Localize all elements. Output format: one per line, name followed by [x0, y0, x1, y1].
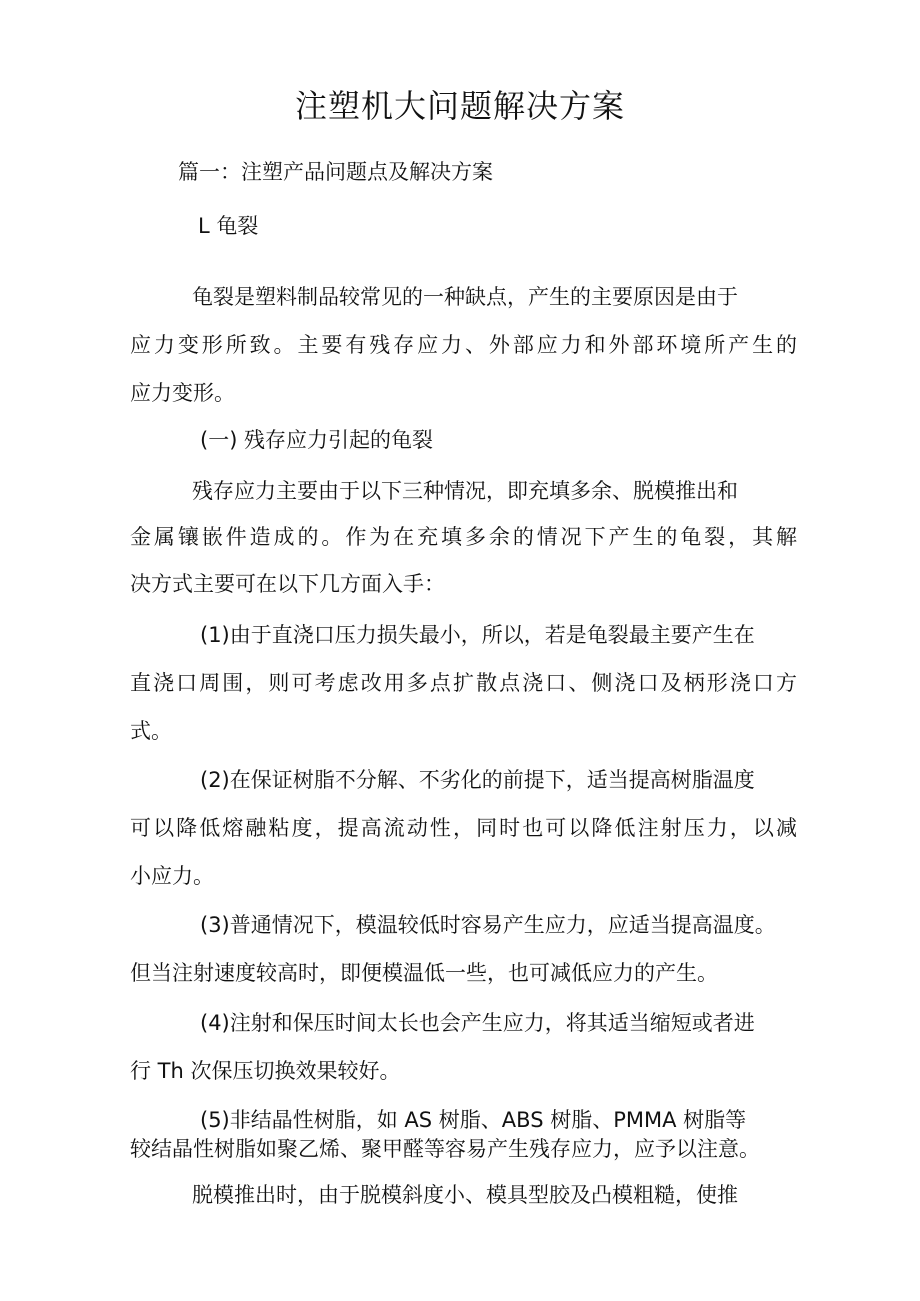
list-item-line: (5)非结晶性树脂，如 AS 树脂、ABS 树脂、PMMA 树脂等 — [200, 1108, 747, 1132]
paragraph-line: 金属镶嵌件造成的。作为在充填多余的情况下产生的龟裂，其解 — [130, 525, 797, 549]
list-item-line: (4)注射和保压时间太长也会产生应力，将其适当缩短或者进 — [200, 1011, 755, 1035]
item-heading: L 龟裂 — [198, 214, 259, 238]
list-item-line: 小应力。 — [130, 864, 214, 888]
section-heading: 篇一：注塑产品问题点及解决方案 — [178, 160, 493, 184]
paragraph-line: 龟裂是塑料制品较常见的一种缺点，产生的主要原因是由于 — [192, 285, 738, 309]
list-item-line: 但当注射速度较高时，即便模温低一些，也可减低应力的产生。 — [130, 961, 718, 985]
list-item-line: (1)由于直浇口压力损失最小，所以，若是龟裂最主要产生在 — [200, 623, 755, 647]
paragraph-line: 脱模推出时，由于脱模斜度小、模具型胶及凸模粗糙，使推 — [192, 1183, 738, 1207]
paragraph-line: 决方式主要可在以下几方面入手： — [130, 572, 445, 596]
paragraph-line: 残存应力主要由于以下三种情况，即充填多余、脱模推出和 — [192, 479, 738, 503]
list-item-line: 行 Th 次保压切换效果较好。 — [130, 1059, 401, 1083]
document-title: 注塑机大问题解决方案 — [294, 87, 625, 125]
list-item-line: 直浇口周围，则可考虑改用多点扩散点浇口、侧浇口及柄形浇口方 — [130, 671, 797, 695]
list-item-line: 可以降低熔融粘度，提高流动性，同时也可以降低注射压力，以减 — [130, 816, 797, 840]
paragraph-line: 应力变形所致。主要有残存应力、外部应力和外部环境所产生的 — [130, 333, 797, 357]
subsection-heading: (一) 残存应力引起的龟裂 — [200, 428, 434, 452]
list-item-line: 式。 — [130, 719, 172, 743]
list-item-line: (3)普通情况下，模温较低时容易产生应力，应适当提高温度。 — [200, 913, 776, 937]
list-item-line: 较结晶性树脂如聚乙烯、聚甲醛等容易产生残存应力，应予以注意。 — [130, 1137, 760, 1161]
list-item-line: (2)在保证树脂不分解、不劣化的前提下，适当提高树脂温度 — [200, 768, 755, 792]
paragraph-line: 应力变形。 — [130, 381, 235, 405]
